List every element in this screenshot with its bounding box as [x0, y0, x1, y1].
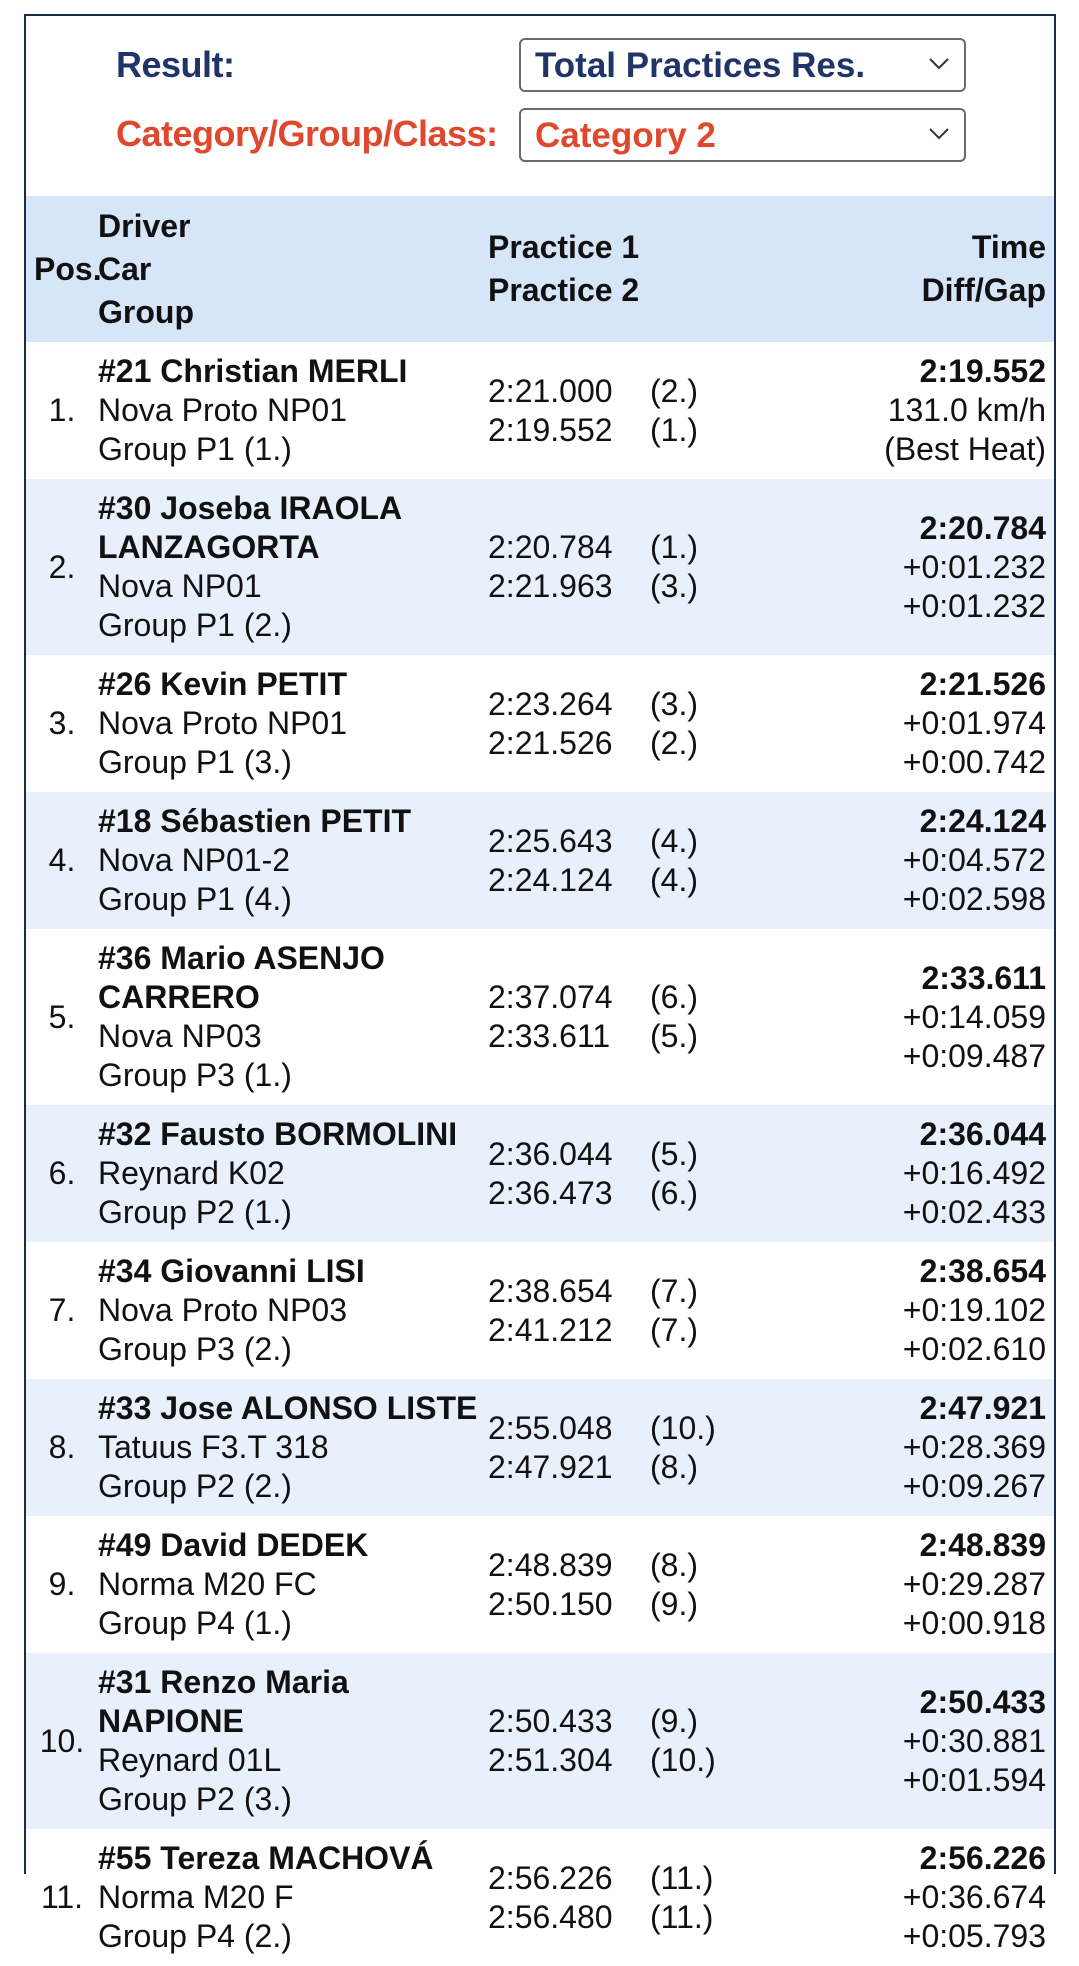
driver-name: #26 Kevin PETIT — [98, 666, 347, 702]
chevron-down-icon — [928, 127, 950, 141]
table-row[interactable] — [26, 342, 1054, 479]
practice-1-rank: (6.) — [650, 979, 698, 1015]
car-name: Nova Proto NP01 — [98, 392, 348, 428]
best-time: 2:50.433 — [919, 1683, 1046, 1720]
time-cell — [760, 1516, 1054, 1653]
driver-cell — [98, 1105, 488, 1242]
position: 4. — [26, 792, 98, 929]
best-time: 2:38.654 — [919, 1253, 1046, 1289]
practice-cell — [488, 1829, 760, 1966]
gap: +0:09.267 — [902, 1468, 1046, 1504]
gap: +0:00.742 — [902, 744, 1046, 780]
practice-2-time: 2:56.480 — [488, 1898, 613, 1935]
position: 9. — [48, 1566, 76, 1602]
diff: +0:01.974 — [902, 705, 1046, 741]
practice-2-rank: (10.) — [650, 1742, 716, 1778]
driver-cell — [98, 655, 488, 792]
best-time: 2:56.226 — [919, 1840, 1046, 1876]
diff: +0:36.674 — [902, 1879, 1046, 1915]
group-name: Group P1 (3.) — [98, 744, 292, 780]
practice-cell — [488, 1653, 760, 1829]
driver-name: #32 Fausto BORMOLINI — [98, 1116, 458, 1152]
time-cell — [760, 1653, 1054, 1829]
time-cell — [760, 1379, 1054, 1516]
group-name: Group P2 (2.) — [98, 1468, 292, 1504]
result-select-value: Total Practices Res. — [535, 46, 866, 85]
practice-2-rank: (3.) — [650, 568, 698, 604]
diff: +0:19.102 — [902, 1292, 1046, 1328]
driver-name: #30 Joseba IRAOLA LANZAGORTA — [98, 490, 401, 565]
result-select[interactable] — [519, 38, 966, 92]
category-select-value: Category 2 — [535, 116, 716, 155]
time-cell — [760, 1829, 1054, 1966]
table-row[interactable] — [26, 1105, 1054, 1242]
practice-1-time: 2:37.074 — [488, 979, 613, 1015]
best-time: 2:48.839 — [919, 1527, 1046, 1563]
practice-2-time: 2:21.963 — [488, 568, 613, 604]
driver-name: #34 Giovanni LISI — [98, 1253, 365, 1289]
gap: +0:00.918 — [902, 1605, 1046, 1641]
car-name: Tatuus F3.T 318 — [98, 1429, 329, 1465]
table-row[interactable] — [26, 1516, 1054, 1653]
best-time: 2:20.784 — [919, 509, 1046, 546]
driver-name: #36 Mario ASENJO CARRERO — [98, 940, 385, 1015]
position: 3. — [48, 705, 76, 741]
time-cell — [760, 479, 1054, 655]
practice-1-rank: (9.) — [650, 1703, 698, 1739]
car-name: Nova NP01 — [98, 568, 262, 604]
header-group: Group — [98, 293, 194, 330]
practice-1-time: 2:25.643 — [488, 822, 613, 859]
car-name: Nova Proto NP03 — [98, 1292, 348, 1328]
gap: +0:02.598 — [902, 881, 1046, 917]
header-practice-1: Practice 1 — [488, 229, 640, 265]
driver-cell — [98, 929, 488, 1105]
filter-area — [26, 16, 1054, 196]
car-name: Reynard 01L — [98, 1742, 282, 1778]
time-cell — [760, 1242, 1054, 1379]
time-cell — [760, 1105, 1054, 1242]
chevron-down-icon — [928, 57, 950, 71]
best-time: 2:33.611 — [921, 959, 1046, 996]
practice-1-time: 2:50.433 — [488, 1703, 613, 1739]
practice-1-rank: (10.) — [650, 1409, 716, 1446]
group-name: Group P2 (3.) — [98, 1781, 292, 1817]
header-driver-car-group — [98, 196, 488, 342]
header-practice-2: Practice 2 — [488, 272, 640, 308]
table-row[interactable] — [26, 1242, 1054, 1379]
practice-1-rank: (11.) — [650, 1859, 714, 1896]
header-time-diffgap — [760, 196, 1054, 342]
car-name: Nova Proto NP01 — [98, 705, 348, 741]
diff: +0:04.572 — [902, 842, 1046, 878]
gap: +0:01.232 — [902, 587, 1046, 624]
gap: +0:02.433 — [902, 1194, 1046, 1230]
group-name: Group P4 (2.) — [98, 1918, 292, 1954]
position: 7. — [48, 1292, 76, 1328]
result-label: Result: — [116, 44, 235, 85]
practice-1-rank: (8.) — [650, 1546, 698, 1583]
practice-cell — [488, 792, 760, 929]
practice-2-rank: (7.) — [650, 1311, 698, 1348]
practice-2-rank: (5.) — [650, 1018, 698, 1054]
table-row[interactable] — [26, 792, 1054, 929]
driver-name: #21 Christian MERLI — [98, 353, 408, 389]
table-row[interactable] — [26, 1379, 1054, 1516]
group-name: Group P3 (1.) — [98, 1057, 292, 1093]
practice-1-rank: (7.) — [650, 1272, 698, 1309]
practice-cell — [488, 929, 760, 1105]
time-cell — [760, 792, 1054, 929]
practice-2-time: 2:24.124 — [488, 861, 613, 898]
practice-2-rank: (6.) — [650, 1174, 698, 1211]
practice-2-rank: (9.) — [650, 1585, 698, 1622]
practice-cell — [488, 655, 760, 792]
practice-2-time: 2:50.150 — [488, 1585, 613, 1622]
position: 8. — [26, 1379, 98, 1516]
diff: +0:28.369 — [902, 1429, 1046, 1465]
diff: +0:29.287 — [902, 1566, 1046, 1602]
practice-cell — [488, 1105, 760, 1242]
time-cell — [760, 342, 1054, 479]
group-name: Group P1 (4.) — [98, 881, 292, 917]
category-label: Category/Group/Class: — [116, 113, 498, 154]
practice-1-rank: (2.) — [650, 372, 698, 409]
driver-cell — [98, 1516, 488, 1653]
driver-cell — [98, 1829, 488, 1966]
practice-1-time: 2:20.784 — [488, 529, 613, 565]
car-name: Nova NP03 — [98, 1018, 262, 1054]
position: 2. — [26, 479, 98, 655]
gap: (Best Heat) — [884, 431, 1046, 467]
table-row[interactable] — [26, 1653, 1054, 1829]
driver-cell — [98, 792, 488, 929]
group-name: Group P1 (2.) — [98, 607, 292, 643]
results-table — [26, 196, 1054, 1966]
practice-2-time: 2:36.473 — [488, 1174, 613, 1211]
table-row[interactable] — [26, 1829, 1054, 1966]
results-panel — [24, 14, 1056, 1954]
driver-name: #31 Renzo Maria NAPIONE — [98, 1664, 349, 1739]
diff: 131.0 km/h — [887, 392, 1046, 428]
header-driver: Driver — [98, 207, 191, 244]
driver-cell — [98, 479, 488, 655]
header-pos: Pos. — [26, 196, 98, 342]
practice-2-rank: (1.) — [650, 411, 698, 448]
diff: +0:01.232 — [902, 548, 1046, 585]
table-row[interactable] — [26, 929, 1054, 1105]
practice-1-time: 2:48.839 — [488, 1546, 613, 1583]
group-name: Group P1 (1.) — [98, 431, 292, 467]
diff: +0:16.492 — [902, 1155, 1046, 1191]
time-cell — [760, 655, 1054, 792]
header-time: Time — [971, 229, 1046, 265]
practice-2-rank: (2.) — [650, 724, 698, 761]
table-row[interactable] — [26, 479, 1054, 655]
diff: +0:30.881 — [902, 1722, 1046, 1759]
car-name: Reynard K02 — [98, 1155, 285, 1191]
position: 5. — [48, 998, 76, 1035]
category-select[interactable] — [519, 108, 966, 162]
car-name: Norma M20 FC — [98, 1566, 317, 1602]
practice-cell — [488, 479, 760, 655]
driver-name: #33 Jose ALONSO LISTE — [98, 1390, 478, 1426]
practice-1-time: 2:21.000 — [488, 372, 613, 409]
practice-cell — [488, 342, 760, 479]
practice-2-rank: (4.) — [650, 861, 698, 898]
group-name: Group P2 (1.) — [98, 1194, 292, 1230]
practice-2-time: 2:47.921 — [488, 1448, 613, 1485]
practice-1-rank: (3.) — [650, 685, 698, 722]
header-practices — [488, 196, 760, 342]
practice-1-time: 2:38.654 — [488, 1272, 613, 1309]
best-time: 2:47.921 — [919, 1390, 1046, 1426]
diff: +0:14.059 — [902, 998, 1046, 1035]
table-header-row — [26, 196, 1054, 342]
practice-1-time: 2:36.044 — [488, 1135, 613, 1172]
best-time: 2:36.044 — [919, 1116, 1046, 1152]
practice-1-rank: (1.) — [650, 529, 698, 565]
practice-1-rank: (4.) — [650, 822, 698, 859]
practice-2-time: 2:41.212 — [488, 1311, 613, 1348]
car-name: Nova NP01-2 — [98, 842, 291, 878]
header-car: Car — [98, 250, 152, 287]
position: 11. — [40, 1879, 84, 1915]
practice-2-rank: (8.) — [650, 1448, 698, 1485]
driver-cell — [98, 1242, 488, 1379]
position: 1. — [48, 392, 76, 428]
driver-name: #18 Sébastien PETIT — [98, 803, 412, 839]
driver-cell — [98, 342, 488, 479]
practice-1-time: 2:55.048 — [488, 1409, 613, 1446]
gap: +0:05.793 — [902, 1918, 1046, 1954]
best-time: 2:24.124 — [919, 803, 1046, 839]
time-cell — [760, 929, 1054, 1105]
car-name: Norma M20 F — [98, 1879, 294, 1915]
gap: +0:02.610 — [902, 1331, 1046, 1367]
best-time: 2:19.552 — [919, 353, 1046, 389]
position: 10. — [26, 1653, 98, 1829]
header-diffgap: Diff/Gap — [921, 272, 1046, 308]
gap: +0:09.487 — [902, 1037, 1046, 1074]
driver-name: #49 David DEDEK — [98, 1527, 369, 1563]
position: 6. — [26, 1105, 98, 1242]
practice-2-rank: (11.) — [650, 1898, 714, 1935]
practice-2-time: 2:51.304 — [488, 1742, 613, 1778]
driver-cell — [98, 1379, 488, 1516]
practice-cell — [488, 1516, 760, 1653]
gap: +0:01.594 — [902, 1761, 1046, 1798]
group-name: Group P3 (2.) — [98, 1331, 292, 1367]
practice-cell — [488, 1379, 760, 1516]
practice-2-time: 2:19.552 — [488, 411, 613, 448]
practice-1-time: 2:23.264 — [488, 685, 613, 722]
practice-2-time: 2:33.611 — [488, 1018, 611, 1054]
practice-2-time: 2:21.526 — [488, 724, 613, 761]
group-name: Group P4 (1.) — [98, 1605, 292, 1641]
driver-cell — [98, 1653, 488, 1829]
best-time: 2:21.526 — [919, 666, 1046, 702]
practice-cell — [488, 1242, 760, 1379]
practice-1-rank: (5.) — [650, 1135, 698, 1172]
table-row[interactable] — [26, 655, 1054, 792]
driver-name: #55 Tereza MACHOVÁ — [98, 1840, 434, 1876]
practice-1-time: 2:56.226 — [488, 1859, 613, 1896]
